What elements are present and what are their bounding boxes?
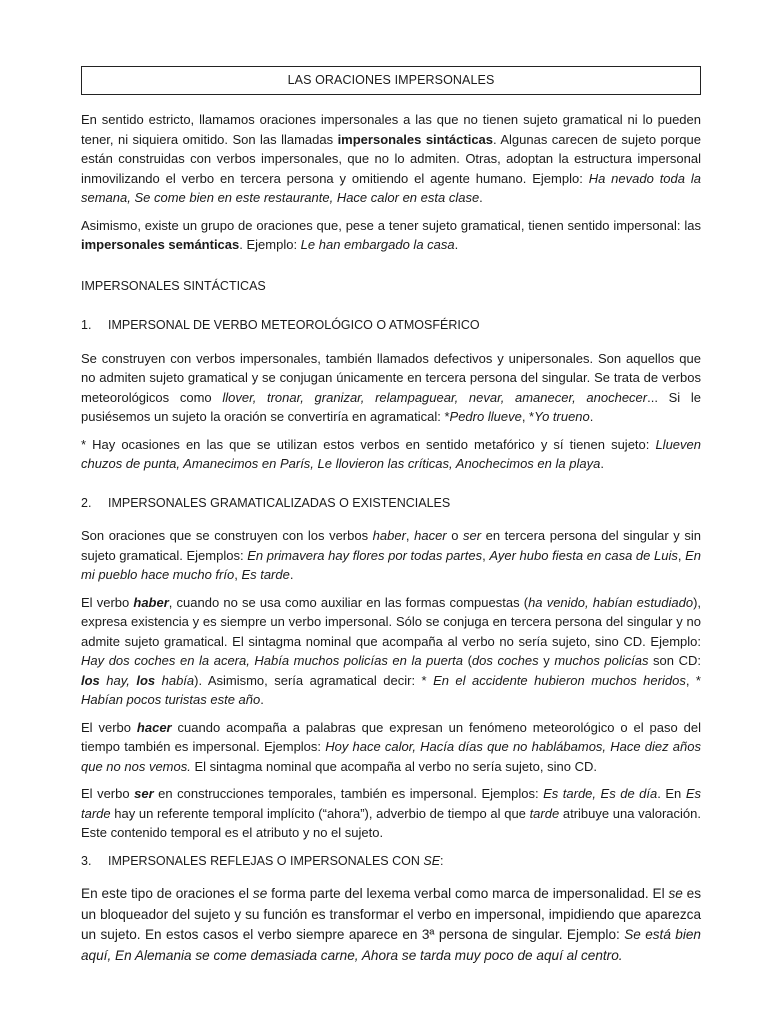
text-run: en construcciones temporales, también es impersonal. Ejemplos: <box>153 786 544 801</box>
text-run: . <box>454 237 459 252</box>
text-run: hacer <box>414 528 447 543</box>
text-run: En sentido estricto, llamamos oraciones impersonales a las que no tienen sujeto gramatical ni lo pueden tener, ni siquiera omitido. Son las llamadas <box>81 112 701 147</box>
text-run: . <box>589 409 594 424</box>
text-run: es un bloqueador del sujeto y su función es transformar el verbo en impersonal, impidiendo que aparezca un sujeto. En estos casos el verbo siempre aparece en 3ª persona de singular. Ejemplo: <box>81 886 701 942</box>
text-run: . Algunas carecen de sujeto porque están construidas con verbos impersonales, que no lo admiten. Otras, adoptan la estructura impersonal inmovilizando el verbo en tercera persona y omitiendo el agente humano. Ejemplo: <box>81 131 701 186</box>
text-run: Ha nevado toda la semana, Se come bien en este restaurante, Hace calor en esta clase <box>81 170 701 205</box>
heading-1 <box>81 316 701 336</box>
text-run: haber <box>372 528 406 543</box>
text-run: . <box>600 456 604 471</box>
s2-paragraph-1 <box>81 526 701 585</box>
text-run: , * <box>521 409 535 424</box>
section-title: IMPERSONALES SINTÁCTICAS <box>81 278 266 293</box>
text-run: llover, tronar, granizar, relampaguear, nevar, amanecer, anochecer <box>222 389 648 405</box>
document-title: LAS ORACIONES IMPERSONALES <box>287 72 495 87</box>
text-run: los <box>81 672 100 688</box>
text-run: ... Si le pusiésemos un sujeto la oración se convertiría en agramatical: * <box>81 389 702 424</box>
text-run: . En <box>657 786 686 801</box>
text-run: * Hay ocasiones en las que se utilizan estos verbos en sentido metafórico y sí tienen sujeto: <box>81 436 656 452</box>
text-run: Asimismo, existe un grupo de oraciones que, pese a tener sujeto gramatical, tienen sentido impersonal: las <box>81 217 701 233</box>
text-run: cuando acompaña a palabras que expresan un fenómeno meteorológico o el paso del tiempo también es impersonal. Ejemplos: <box>81 719 701 754</box>
text-run: El verbo <box>81 719 137 735</box>
heading-3-text-se: SE <box>423 853 441 868</box>
s2-paragraph-3 <box>81 718 701 777</box>
text-run: muchos policías <box>554 653 649 668</box>
s1-paragraph-1 <box>81 349 701 427</box>
document-title-box <box>81 66 701 95</box>
text-run: ( <box>463 653 472 668</box>
document-page <box>81 66 701 966</box>
s2-paragraph-2 <box>81 593 701 710</box>
text-run: . Ejemplo: <box>239 237 301 252</box>
s3-paragraph-1 <box>81 884 701 966</box>
s2-paragraph-4 <box>81 784 701 843</box>
text-run: y <box>538 653 555 668</box>
text-run: dos coches <box>471 653 539 668</box>
text-run: En el accidente hubieron muchos heridos <box>433 672 686 688</box>
text-run: Se construyen con verbos impersonales, también llamados defectivos y unipersonales. Son aquellos que no admiten sujeto gramatical y se conjugan únicamente en tercera persona del singular. Se trata de verbos meteorológicos como <box>81 350 701 405</box>
text-run: Son oraciones que se construyen con los verbos <box>81 528 373 543</box>
text-run: Es tarde <box>81 786 701 821</box>
text-run: se <box>668 886 683 901</box>
text-run: Yo trueno <box>534 409 590 424</box>
text-run: o <box>446 528 464 543</box>
text-run: , <box>482 547 490 563</box>
heading-2-text: IMPERSONALES GRAMATICALIZADAS O EXISTENCIALES <box>108 495 451 510</box>
text-run: ), expresa existencia y es siempre un verbo impersonal. Sólo se conjuga en tercera persona del singular y no admite sujeto gramatical. El sintagma nominal que acompaña al verbo no sería sujeto, sino CD. Ejemplo: <box>81 594 702 649</box>
text-run: , <box>405 528 415 543</box>
text-run: Es tarde <box>241 567 290 582</box>
text-run: En primavera hay flores por todas partes <box>247 547 483 563</box>
heading-1-number: 1. <box>81 318 92 332</box>
text-run: Hoy hace calor, Hacía días que no hablábamos, Hace diez años que no nos vemos. <box>81 739 701 774</box>
text-run: en tercera persona del singular y sin sujeto gramatical. Ejemplos: <box>81 528 701 563</box>
heading-3-text-main: IMPERSONALES REFLEJAS O IMPERSONALES CON <box>108 853 424 868</box>
text-run: Habían pocos turistas este año <box>81 692 261 707</box>
text-run: Llueven chuzos de punta, Amanecimos en París, Le llovieron las críticas, Anochecimos en la playa <box>81 436 701 471</box>
text-run: Se está bien aquí, En Alemania se come demasiada carne, Ahora se tarda muy poco de aquí al centro. <box>81 927 701 963</box>
text-run: . <box>479 190 483 205</box>
text-run: , <box>234 567 242 582</box>
text-run: El verbo <box>81 786 135 801</box>
text-run: ser <box>134 786 154 801</box>
text-run: Es tarde, Es de día <box>543 786 658 801</box>
text-run: haber <box>133 594 169 610</box>
intro-paragraph-1 <box>81 110 701 208</box>
text-run: impersonales sintácticas <box>337 131 494 147</box>
heading-2 <box>81 494 701 514</box>
text-run: ). Asimismo, sería agramatical decir: * <box>194 672 434 688</box>
text-run: hay un referente temporal implícito (“ahora”), adverbio de tiempo al que <box>110 805 530 821</box>
text-run: , * <box>685 672 701 688</box>
text-run: tarde <box>529 805 560 821</box>
text-run: , <box>677 547 686 563</box>
heading-3-text-colon: : <box>440 853 444 868</box>
text-run: Ayer hubo fiesta en casa de Luis <box>489 547 678 563</box>
text-run: . <box>289 567 294 582</box>
text-run: forma parte del lexema verbal como marca de impersonalidad. El <box>267 886 669 901</box>
text-run: ha venido, habían estudiado <box>528 594 694 610</box>
heading-3-number: 3. <box>81 853 92 868</box>
text-run: los <box>136 672 156 688</box>
text-run: . <box>260 692 264 707</box>
text-run: hay, <box>99 672 137 688</box>
text-run: En mi pueblo hace mucho frío <box>81 547 701 582</box>
text-run: son CD: <box>648 653 701 668</box>
heading-2-number: 2. <box>81 495 92 510</box>
text-run: había <box>155 672 195 688</box>
heading-3-text <box>108 852 444 872</box>
intro-paragraph-2 <box>81 216 701 255</box>
text-run: Hay dos coches en la acera, Había muchos policías en la puerta <box>81 653 464 668</box>
text-run: , cuando no se usa como auxiliar en las formas compuestas ( <box>168 594 529 610</box>
text-run: atribuye una valoración. Este contenido temporal es el atributo y no el sujeto. <box>81 805 701 840</box>
heading-1-text: IMPERSONAL DE VERBO METEOROLÓGICO O ATMOSFÉRICO <box>108 318 480 332</box>
text-run: En este tipo de oraciones el <box>81 886 253 901</box>
text-run: Pedro llueve <box>449 409 522 424</box>
text-run: ser <box>463 528 482 543</box>
text-run: se <box>252 886 268 901</box>
text-run: Le han embargado la casa <box>300 237 455 252</box>
text-run: El sintagma nominal que acompaña al verbo no sería sujeto, sino CD. <box>190 758 597 774</box>
s1-paragraph-2 <box>81 435 701 474</box>
heading-3 <box>81 852 701 872</box>
text-run: El verbo <box>81 594 134 610</box>
text-run: hacer <box>136 719 172 735</box>
text-run: impersonales semánticas <box>81 237 240 252</box>
